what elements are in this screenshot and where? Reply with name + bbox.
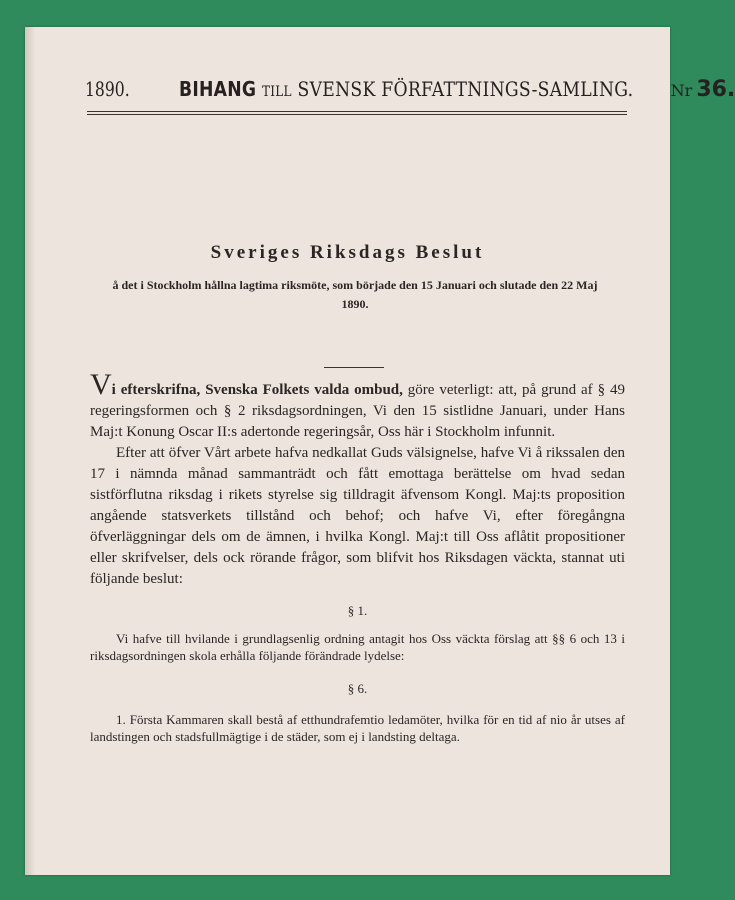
header-title: SVENSK FÖRFATTNINGS-SAMLING. xyxy=(297,77,634,101)
document-title: Sveriges Riksdags Beslut xyxy=(210,242,485,263)
document-body xyxy=(90,368,625,745)
opening-lead: i efterskrifna, Svenska Folkets valda ombud, xyxy=(111,382,403,398)
opening-rest: göre veterligt: att, på grund af § 49 regeringsformen och § 2 riksdagsordningen, Vi den 15 sistlidne Januari, under Hans Maj:t Konung Oscar II:s adertonde regeringsår, Oss här i Stockholm infunnit. xyxy=(90,382,625,440)
section-6-text: 1. Första Kammaren skall bestå af etthundrafemtio ledamöter, hvilka för en tid af nio år utses af landstingen och stadsfullmägtige i de städer, som ej i landsting deltaga. xyxy=(90,712,625,744)
header-number-label: Nr xyxy=(670,81,693,100)
header-number-group xyxy=(671,77,735,102)
header-rule-top xyxy=(87,111,627,112)
paragraph-proceedings: Efter att öfver Vårt arbete hafva nedkallat Guds välsignelse, hafve Vi å rikssalen den 17 i nämnda månad sammanträdt och fått emottaga berättelse om hvad sedan sistförflutna riksdag i rikets styrelse sig tilldragit äfvensom Kongl. Maj:ts proposition angående statsverkets tillstånd och behof; och hafve Vi, efter föregångna öfverläggningar dels om de ämnen, i hvilka Kongl. Maj:t till Oss aflåtit propositioner eller skrifvelser, dels ock rörande frågor, som blifvit hos Riksdagen väckta, stannat uti följande beslut: xyxy=(90,445,625,587)
drop-cap: V xyxy=(90,368,112,401)
header-number: 36. xyxy=(696,77,735,102)
document-subtitle: å det i Stockholm hållna lagtima riksmöte, som började den 15 Januari och slutade den 22 Maj 1890. xyxy=(112,278,598,311)
header-rule-bottom xyxy=(87,114,627,115)
section-1-heading: § 1. xyxy=(347,603,368,618)
title-divider xyxy=(324,367,384,368)
paragraph-opening xyxy=(90,368,625,443)
header-bihang: BIHANG xyxy=(179,77,257,101)
document-page xyxy=(25,27,735,875)
header-till: TILL xyxy=(262,84,293,100)
header-year: 1890. xyxy=(85,77,130,101)
publication-header xyxy=(85,77,735,109)
section-6-heading: § 6. xyxy=(347,681,368,696)
header-title-group xyxy=(179,77,633,101)
section-1-text: Vi hafve till hvilande i grundlagsenlig ordning antagit hos Oss väckta förslag att §§ 6 och 13 i riksdagsordningen skola erhålla följande förändrade lydelse: xyxy=(90,631,625,663)
